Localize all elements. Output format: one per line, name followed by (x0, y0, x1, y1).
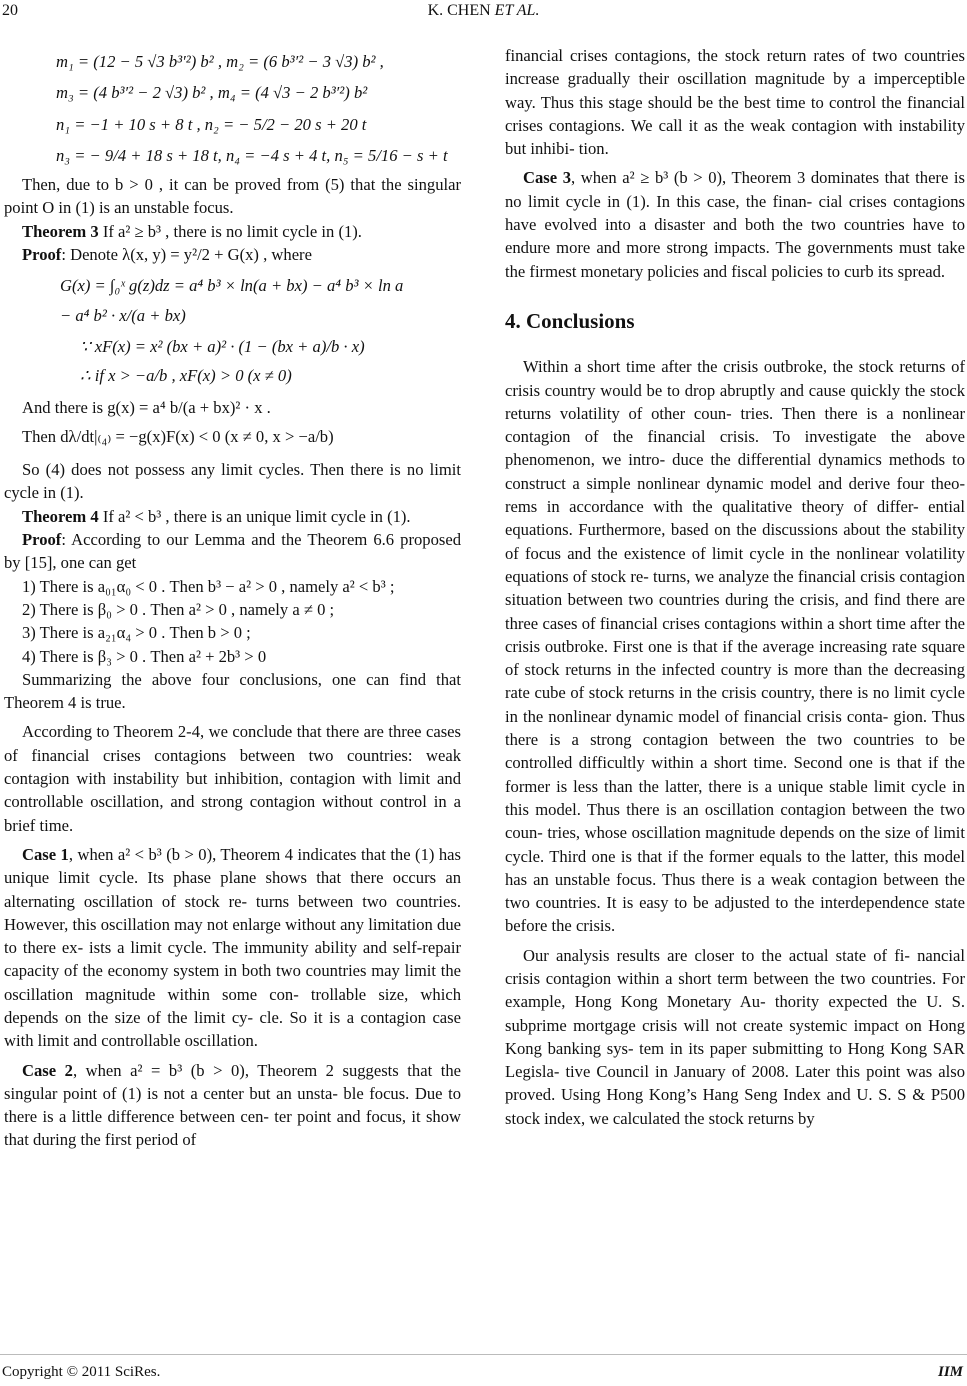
equation-m12: m₁ = (12 − 5 √3 b³′²) b² , m₂ = (6 b³′² − 3 √3) b² , (56, 52, 384, 71)
equation-G-cont: − a⁴ b² · x/(a + bx) (60, 305, 186, 325)
case-3 (505, 166, 965, 282)
footer-divider (0, 1354, 967, 1355)
equation-xF: ∵ xF(x) = x² (bx + a)² · (1 − (bx + a)/b · x) (80, 336, 365, 356)
equation-m34: m₃ = (4 b³′² − 2 √3) b² , m₄ = (4 √3 − 2 b³′²) b² (56, 83, 368, 103)
equation-n345: n₃ = − 9/4 + 18 s + 18 t, n₄ = −4 s + 4 t, n₅ = 5/16 − s + t (56, 145, 448, 165)
list-item: 2) There is β₀ > 0 . Then a² > 0 , namely a ≠ 0 ; (22, 599, 335, 619)
paragraph-conclusions: Within a short time after the crisis outbroke, the stock returns of crisis country would be to drop abruptly and cause quickly the stock returns volatility of other coun- tries. Then there is a nonlinear contagion of the financial crisis. To investigate the above phenomenon, we intro- duce the differential dynamics methods to construct a simple nonlinear dynamic model and derive four theo- rems in accordance with the qualitative theory of differ- ential equations. Furthermore, based on the discussions about the stability of focus and the existence of limit cycle in the nonlinear volatility equations of stock re- turns, we analyze the financial crisis contagion situation between two countries during the crisis, and find there are three cases of financial crises contagions within a short time after the crisis outbroke. First one is that if the average increasing rate square of stock returns in the infected country is more than the decreasing rate cube of stock returns in the crisis country, there is no limit cycle in the nonlinear dynamic model of financial crisis conta- gion. Thus there is a strong contagion between the two countries to be controlled difficultly within a short time. Second one is that if the former is less than the latter, there is a unique stable limit cycle in this model. Thus there is an oscillation contagion between the two coun- tries, whose oscillation magnitude depends on the size of limit cycle. Third one is that if the former equals to the latter, this model has an unstable focus. Thus there is a weak contagion between the two countries. It is easy to be adjusted to the interdependence state before the crisis. (505, 357, 965, 936)
journal-abbreviation: IIM (937, 1364, 963, 1380)
proof-3 (4, 243, 461, 266)
copyright: Copyright © 2011 SciRes. (2, 1364, 161, 1380)
equation-G: G(x) = ∫₀ˣ g(z)dz = a⁴ b³ × ln(a + bx) − a⁴ b³ × ln a (60, 276, 404, 296)
theorem-4 (4, 505, 461, 528)
theorem-3 (4, 220, 461, 243)
page-header (0, 2, 967, 28)
left-column (4, 44, 461, 1152)
running-title-etal: ET AL. (494, 2, 540, 19)
case-1-text: , when a² < b³ (b > 0), Theorem 4 indicates that the (1) has unique limit cycle. Its phase plane shows that there occurs an alternating oscillation of stock re- turns between two countries. However, this oscillation may not enlarge without any limitation due to there ex- ists a limit cycle. The immunity ability and self-repair capacity of the economy system in both two countries may limit the oscillation magnitude within some con- trollable size, which depends on the size of the limit cy- cle. So it is a contagion case with limit and controllable oscillation. (4, 844, 461, 1051)
paragraph-then: Then dλ/dt|₍₄₎ = −g(x)F(x) < 0 (x ≠ 0, x > −a/b) (22, 426, 334, 446)
case-2-text: , when a² = b³ (b > 0), Theorem 2 suggests that the singular point of (1) is not a center but an unsta- ble focus. Due to there is a little difference between cen- ter point and focus, it show that during the first period of (4, 1060, 461, 1150)
right-column (505, 44, 965, 1130)
proof-4 (4, 528, 461, 575)
case-2-label: Case 2 (22, 1060, 73, 1080)
running-title (0, 2, 967, 20)
paragraph-summary: Summarizing the above four conclusions, one can find that Theorem 4 is true. (4, 669, 461, 713)
theorem-3-text: If a² ≥ b³ , there is no limit cycle in (1). (98, 221, 362, 241)
theorem-4-label: Theorem 4 (22, 506, 99, 526)
running-title-authors: K. CHEN (427, 2, 491, 19)
paragraph-three-cases: According to Theorem 2-4, we conclude that there are three cases of financial crises contagions between two countries: weak contagion with instability but inhibition, contagion with limit and controllable oscillation, and strong contagion without control in a brief time. (4, 722, 461, 835)
section-title: 4. Conclusions (505, 308, 635, 333)
paragraph-weak-contagion: financial crises contagions, the stock return rates of two countries increase gradually their oscillation magnitude by a imperceptible way. Thus this stage should be the best time to control the financial crises contagions. We call it as the weak contagion with instability but inhibi- tion. (505, 46, 965, 159)
page-number: 20 (2, 2, 18, 19)
list-item: 4) There is β₃ > 0 . Then a² + 2b³ > 0 (22, 646, 267, 666)
paragraph-focus: Then, due to b > 0 , it can be proved from (5) that the singular point O in (1) is an unstable focus. (4, 175, 461, 218)
theorem-3-label: Theorem 3 (22, 221, 99, 241)
list-item: 3) There is a₂₁α₄ > 0 . Then b > 0 ; (22, 623, 251, 643)
proof-3-text: : Denote λ(x, y) = y²/2 + G(x) , where (61, 245, 312, 265)
equation-if: ∴ if x > −a/b , xF(x) > 0 (x ≠ 0) (80, 366, 292, 386)
proof-4-label: Proof (22, 530, 62, 550)
case-1-label: Case 1 (22, 844, 69, 864)
paragraph-no-cycles: So (4) does not possess any limit cycles. Then there is no limit cycle in (1). (4, 460, 461, 503)
proof-3-label: Proof (22, 245, 62, 265)
case-3-label: Case 3 (523, 168, 572, 188)
equation-n12: n₁ = −1 + 10 s + 8 t , n₂ = − 5/2 − 20 s + 20 t (56, 114, 367, 134)
paragraph-analysis: Our analysis results are closer to the actual state of fi- nancial crisis contagion within a short term between the two countries. For example, Hong Kong Monetary Au- thority expected the U. S. subprime mortgage crisis will not create systemic impact on Hong Kong banking sys- tem in its paper submitting to Hong Kong SAR Legisla- tive Council in January of 2008. Later this point was also proved. Using Hong Kong’s Hang Seng Index and U. S. S & P500 stock index, we calculated the stock returns by (505, 945, 965, 1128)
proof-4-text: : According to our Lemma and the Theorem 6.6 proposed by [15], one can get (4, 530, 461, 573)
case-2 (4, 1059, 461, 1152)
list-item: 1) There is a₀₁α₀ < 0 . Then b³ − a² > 0 , namely a² < b³ ; (22, 576, 395, 596)
paragraph-g: And there is g(x) = a⁴ b/(a + bx)² · x . (22, 397, 271, 417)
theorem-4-text: If a² < b³ , there is an unique limit cycle in (1). (98, 506, 411, 526)
case-1 (4, 843, 461, 1053)
case-3-text: , when a² ≥ b³ (b > 0), Theorem 3 dominates that there is no limit cycle in (1). In this case, the finan- cial crises contagions have evolved into a disaster and both the two countries have to endure more and more strong impacts. The governments must take the firmest monetary policies and fiscal policies to curb its spread. (505, 168, 965, 281)
